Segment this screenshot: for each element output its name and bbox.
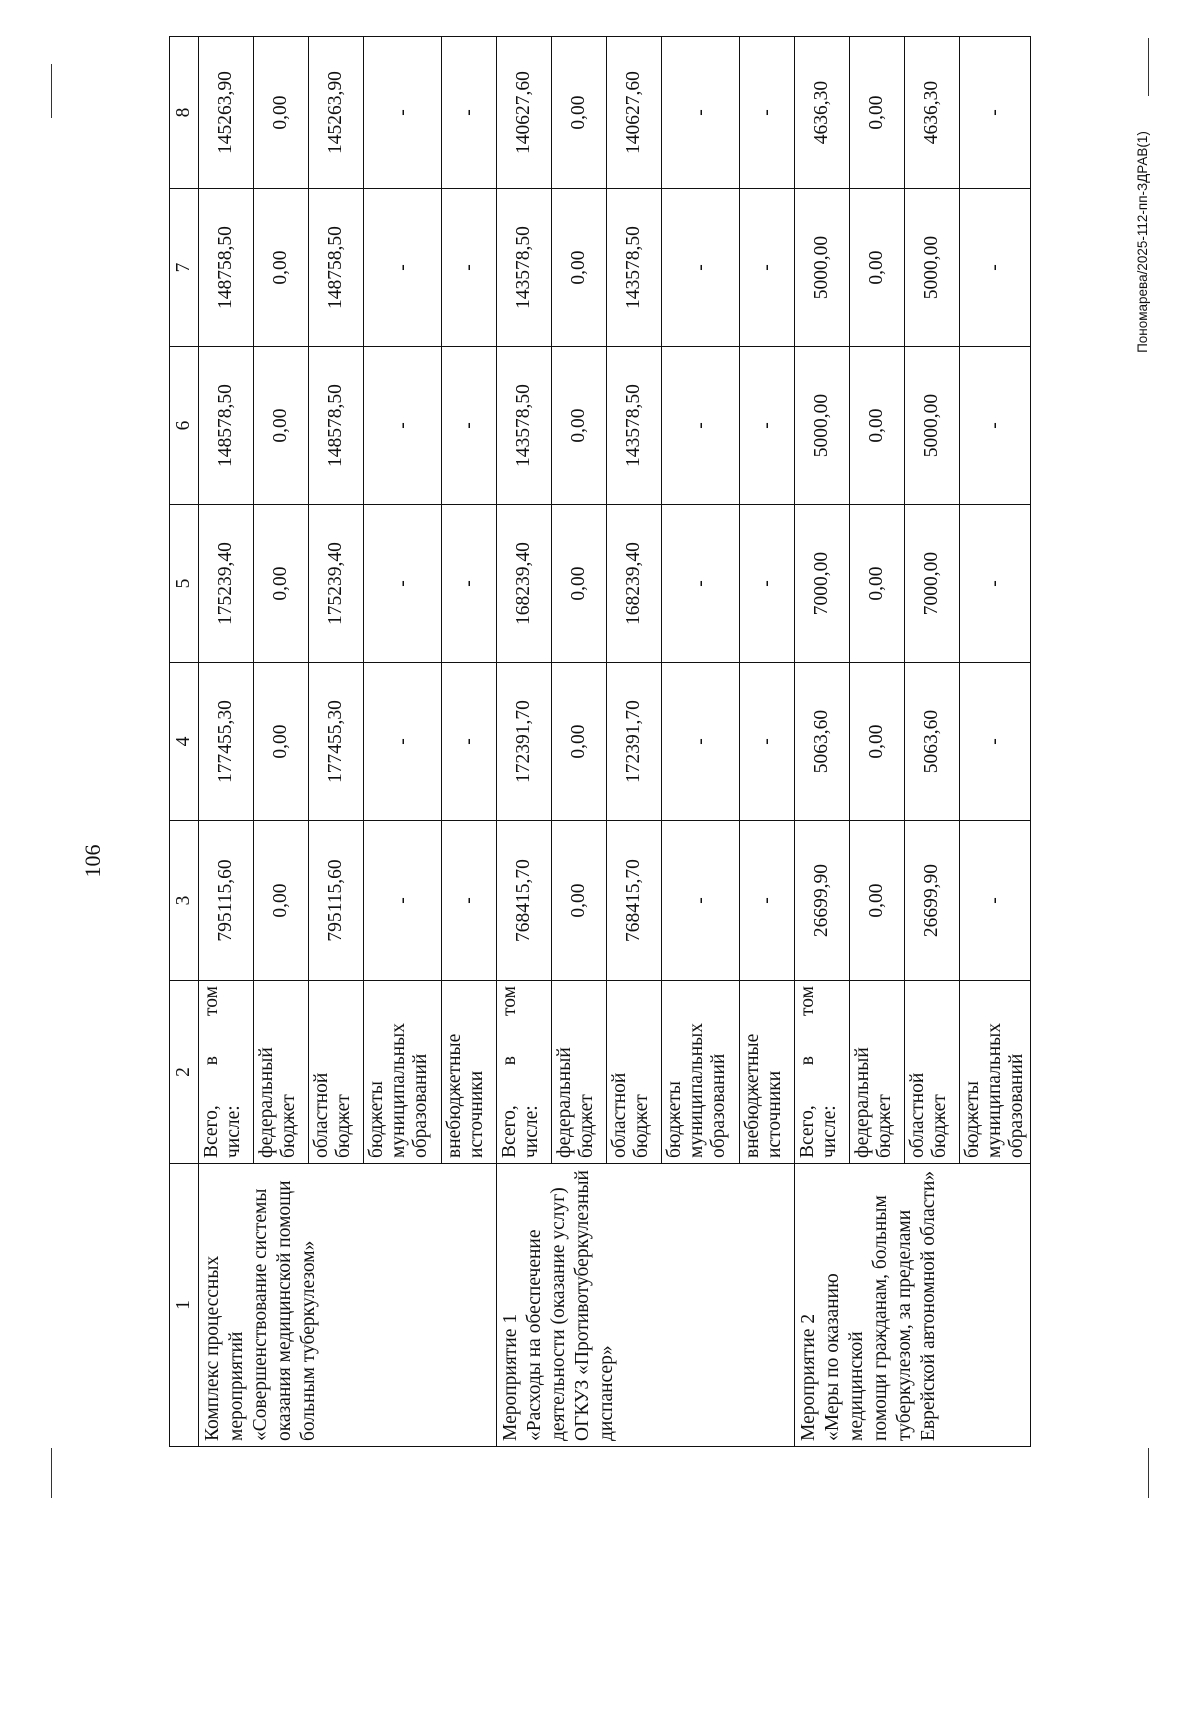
table-row: [795, 37, 850, 1447]
funding-source-line: муниципальных: [388, 1022, 409, 1158]
amount-cell: 168239,40: [607, 505, 662, 663]
amount-cell: 0,00: [254, 821, 309, 981]
amount-cell: 148578,50: [309, 347, 364, 505]
amount-cell: 0,00: [254, 189, 309, 347]
program-title-line: Мероприятие 1: [500, 1313, 521, 1441]
amount-cell: 0,00: [254, 663, 309, 821]
budget-table-frame: [169, 37, 1027, 1447]
amount-cell: 143578,50: [607, 347, 662, 505]
funding-source-cell: [254, 981, 309, 1164]
amount-cell: -: [364, 663, 442, 821]
amount-cell: 0,00: [850, 37, 905, 189]
funding-source-line: бюджет: [631, 1094, 652, 1158]
funding-source-line: внебюджетные: [742, 1033, 763, 1158]
amount-cell: 0,00: [552, 189, 607, 347]
funding-source-cell: [199, 981, 254, 1164]
amount-cell: -: [740, 821, 795, 981]
funding-source-cell: [607, 981, 662, 1164]
header-row: [170, 37, 199, 1447]
funding-source-line: образований: [708, 1053, 729, 1158]
funding-source-line: бюджет: [576, 1094, 597, 1158]
amount-cell: 0,00: [850, 189, 905, 347]
program-title-line: оказания медицинской помощи: [274, 1180, 295, 1441]
amount-cell: -: [364, 37, 442, 189]
header-cell: 5: [170, 505, 199, 663]
funding-source-line: Всего, в том: [499, 986, 520, 1158]
program-title-cell: [199, 1164, 497, 1447]
amount-cell: -: [662, 189, 740, 347]
amount-cell: 172391,70: [497, 663, 552, 821]
amount-cell: 148758,50: [309, 189, 364, 347]
amount-cell: 0,00: [850, 347, 905, 505]
header-cell: 2: [170, 981, 199, 1164]
funding-source-line: областной: [311, 1072, 332, 1158]
amount-cell: 0,00: [552, 37, 607, 189]
amount-cell: 0,00: [552, 821, 607, 981]
funding-source-cell: [960, 981, 1031, 1164]
funding-source-line: бюджеты: [962, 1081, 983, 1158]
header-cell: 1: [170, 1164, 199, 1447]
amount-cell: 0,00: [850, 663, 905, 821]
amount-cell: 5063,60: [905, 663, 960, 821]
amount-cell: 145263,90: [309, 37, 364, 189]
amount-cell: -: [740, 663, 795, 821]
table-row: [199, 37, 254, 1447]
amount-cell: 5000,00: [905, 189, 960, 347]
program-title-line: диспансер»: [596, 1345, 617, 1441]
amount-cell: 5000,00: [795, 347, 850, 505]
funding-source-cell: [850, 981, 905, 1164]
amount-cell: -: [442, 189, 497, 347]
budget-table-body: [170, 37, 1031, 1447]
page-number: 106: [80, 844, 105, 878]
amount-cell: -: [740, 189, 795, 347]
amount-cell: 5063,60: [795, 663, 850, 821]
amount-cell: 0,00: [850, 821, 905, 981]
amount-cell: 175239,40: [199, 505, 254, 663]
funding-source-line: числе:: [521, 1105, 542, 1158]
amount-cell: 143578,50: [497, 189, 552, 347]
program-title-line: больным туберкулезом»: [298, 1240, 319, 1441]
funding-source-line: федеральный: [554, 1047, 575, 1158]
amount-cell: -: [960, 347, 1031, 505]
funding-source-line: бюджет: [278, 1094, 299, 1158]
funding-source-cell: [552, 981, 607, 1164]
amount-cell: 0,00: [552, 505, 607, 663]
funding-source-line: источники: [466, 1070, 487, 1158]
funding-source-line: областной: [609, 1072, 630, 1158]
funding-source-line: Всего, в том: [201, 986, 222, 1158]
footer-stamp: Пономарева/2025-112-пп-ЗДРАВ(1): [1135, 131, 1150, 353]
amount-cell: 768415,70: [607, 821, 662, 981]
funding-source-line: образований: [410, 1053, 431, 1158]
amount-cell: 140627,60: [607, 37, 662, 189]
program-title-line: помощи гражданам, больным: [870, 1195, 891, 1441]
amount-cell: 0,00: [552, 347, 607, 505]
amount-cell: -: [960, 821, 1031, 981]
header-cell: 7: [170, 189, 199, 347]
funding-source-cell: [364, 981, 442, 1164]
funding-source-line: числе:: [223, 1105, 244, 1158]
program-title-line: деятельности (оказание услуг): [548, 1187, 569, 1441]
amount-cell: 177455,30: [309, 663, 364, 821]
funding-source-cell: [795, 981, 850, 1164]
amount-cell: 0,00: [254, 347, 309, 505]
header-cell: 3: [170, 821, 199, 981]
amount-cell: 143578,50: [497, 347, 552, 505]
amount-cell: -: [740, 347, 795, 505]
amount-cell: -: [960, 505, 1031, 663]
program-title-line: Комплекс процессных мероприятий: [202, 1255, 247, 1441]
amount-cell: -: [364, 189, 442, 347]
program-title-cell: [795, 1164, 1031, 1447]
funding-source-cell: [497, 981, 552, 1164]
header-cell: 6: [170, 347, 199, 505]
amount-cell: -: [662, 37, 740, 189]
funding-source-line: внебюджетные: [444, 1033, 465, 1158]
amount-cell: 0,00: [552, 663, 607, 821]
funding-source-cell: [905, 981, 960, 1164]
amount-cell: 4636,30: [905, 37, 960, 189]
scan-edge-mark-top-left: [51, 64, 52, 118]
amount-cell: 7000,00: [905, 505, 960, 663]
scan-edge-mark-top-right: [1148, 38, 1149, 96]
amount-cell: 148578,50: [199, 347, 254, 505]
amount-cell: -: [364, 505, 442, 663]
amount-cell: -: [662, 663, 740, 821]
header-cell: 8: [170, 37, 199, 189]
amount-cell: -: [960, 37, 1031, 189]
funding-source-line: образований: [1006, 1053, 1027, 1158]
funding-source-line: муниципальных: [984, 1022, 1005, 1158]
funding-source-line: бюджет: [874, 1094, 895, 1158]
funding-source-line: Всего, в том: [797, 986, 818, 1158]
amount-cell: 140627,60: [497, 37, 552, 189]
program-title-line: «Совершенствование системы: [250, 1188, 271, 1441]
program-title-line: Еврейской автономной области»: [918, 1170, 939, 1441]
amount-cell: 168239,40: [497, 505, 552, 663]
funding-source-line: числе:: [819, 1105, 840, 1158]
amount-cell: -: [442, 821, 497, 981]
amount-cell: 0,00: [254, 37, 309, 189]
amount-cell: 175239,40: [309, 505, 364, 663]
budget-table: [169, 36, 1031, 1447]
funding-source-line: бюджеты: [664, 1081, 685, 1158]
amount-cell: 26699,90: [795, 821, 850, 981]
amount-cell: 4636,30: [795, 37, 850, 189]
amount-cell: -: [442, 37, 497, 189]
funding-source-line: федеральный: [256, 1047, 277, 1158]
funding-source-line: муниципальных: [686, 1022, 707, 1158]
amount-cell: 5000,00: [905, 347, 960, 505]
amount-cell: -: [740, 505, 795, 663]
funding-source-cell: [662, 981, 740, 1164]
amount-cell: -: [960, 189, 1031, 347]
amount-cell: 7000,00: [795, 505, 850, 663]
amount-cell: -: [662, 505, 740, 663]
funding-source-line: бюджет: [929, 1094, 950, 1158]
program-title-line: «Расходы на обеспечение: [524, 1229, 545, 1441]
scan-edge-mark-bottom-left: [51, 1448, 52, 1498]
amount-cell: 143578,50: [607, 189, 662, 347]
amount-cell: -: [442, 663, 497, 821]
amount-cell: 0,00: [254, 505, 309, 663]
amount-cell: 145263,90: [199, 37, 254, 189]
funding-source-line: бюджет: [333, 1094, 354, 1158]
amount-cell: 172391,70: [607, 663, 662, 821]
amount-cell: 5000,00: [795, 189, 850, 347]
amount-cell: -: [364, 347, 442, 505]
program-title-line: туберкулезом, за пределами: [894, 1209, 915, 1441]
table-row: [497, 37, 552, 1447]
amount-cell: 795115,60: [309, 821, 364, 981]
amount-cell: 177455,30: [199, 663, 254, 821]
amount-cell: -: [740, 37, 795, 189]
amount-cell: 768415,70: [497, 821, 552, 981]
funding-source-cell: [309, 981, 364, 1164]
amount-cell: 0,00: [850, 505, 905, 663]
amount-cell: -: [662, 347, 740, 505]
scan-edge-mark-bottom-right: [1148, 1448, 1149, 1498]
funding-source-line: источники: [764, 1070, 785, 1158]
program-title-cell: [497, 1164, 795, 1447]
funding-source-cell: [442, 981, 497, 1164]
amount-cell: -: [364, 821, 442, 981]
amount-cell: 148758,50: [199, 189, 254, 347]
amount-cell: 26699,90: [905, 821, 960, 981]
amount-cell: -: [960, 663, 1031, 821]
funding-source-line: областной: [907, 1072, 928, 1158]
amount-cell: -: [442, 505, 497, 663]
program-title-line: ОГКУЗ «Противотуберкулезный: [572, 1170, 593, 1441]
header-cell: 4: [170, 663, 199, 821]
amount-cell: -: [442, 347, 497, 505]
funding-source-cell: [740, 981, 795, 1164]
funding-source-line: бюджеты: [366, 1081, 387, 1158]
amount-cell: 795115,60: [199, 821, 254, 981]
program-title-line: Мероприятие 2: [798, 1313, 819, 1441]
funding-source-line: федеральный: [852, 1047, 873, 1158]
program-title-line: «Меры по оказанию медицинской: [822, 1273, 867, 1441]
amount-cell: -: [662, 821, 740, 981]
